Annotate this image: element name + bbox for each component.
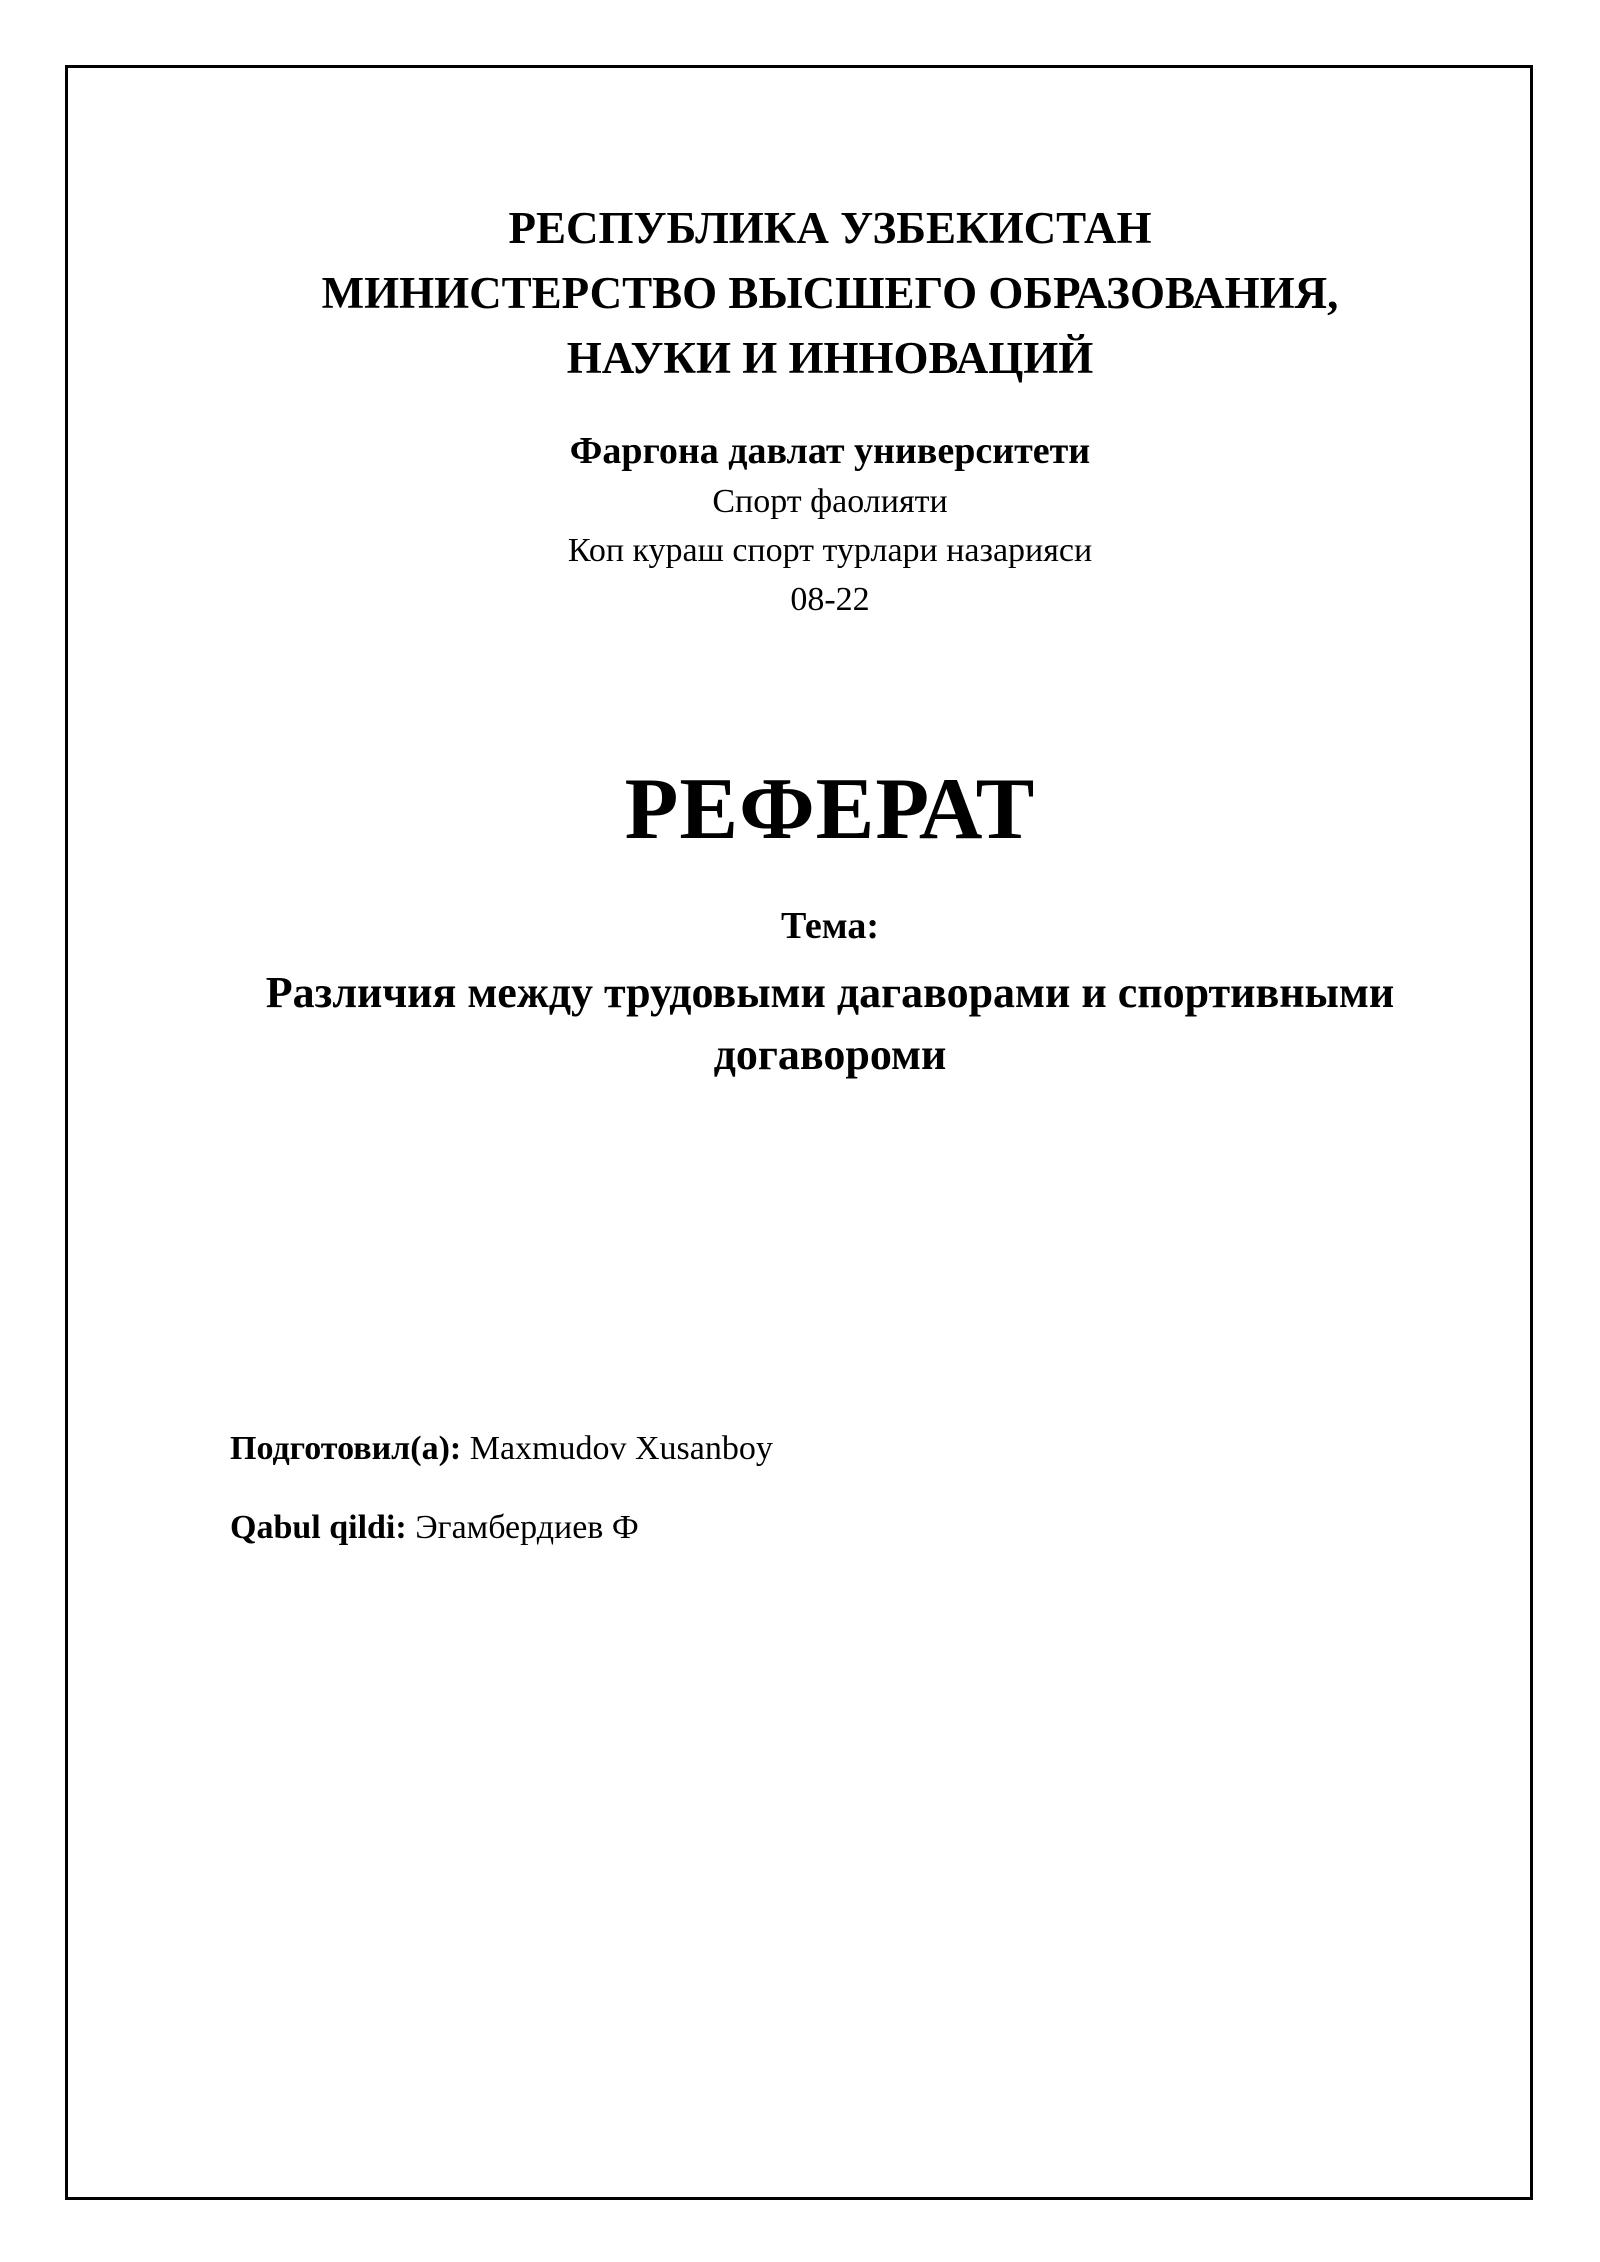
- ministry-header: [0, 196, 1600, 391]
- university-name: Фаргона давлат университети: [569, 430, 1091, 472]
- document-type-title: РЕФЕРАТ: [624, 761, 1036, 858]
- accepted-by-label: Qabul qildi:: [230, 1509, 407, 1546]
- accepted-by-value: Эгамбердиев Ф: [415, 1509, 639, 1546]
- header-line-ministry-cont: НАУКИ И ИННОВАЦИЙ: [566, 333, 1094, 383]
- group-number: 08-22: [790, 581, 870, 618]
- topic-title-line-1: Различия между трудовыми дагаворами и спортивными: [265, 968, 1395, 1017]
- topic-label: Тема:: [780, 905, 880, 947]
- prepared-by-value: Maxmudov Xusanboy: [469, 1430, 773, 1467]
- topic-block: [0, 900, 1600, 1086]
- topic-title-line-2: догавороми: [713, 1030, 947, 1079]
- institution-block: [0, 425, 1600, 624]
- accepted-by-row: [230, 1506, 639, 1550]
- department-name: Коп кураш спорт турлари назарияси: [567, 532, 1093, 569]
- prepared-by-label: Подготовил(а):: [230, 1430, 462, 1467]
- faculty-name: Спорт фаолияти: [712, 483, 948, 520]
- header-line-ministry: МИНИСТЕРСТВО ВЫСШЕГО ОБРАЗОВАНИЯ,: [321, 268, 1339, 318]
- header-line-country: РЕСПУБЛИКА УЗБЕКИСТАН: [508, 203, 1152, 253]
- topic-title: [60, 962, 1600, 1086]
- prepared-by-row: [230, 1427, 773, 1471]
